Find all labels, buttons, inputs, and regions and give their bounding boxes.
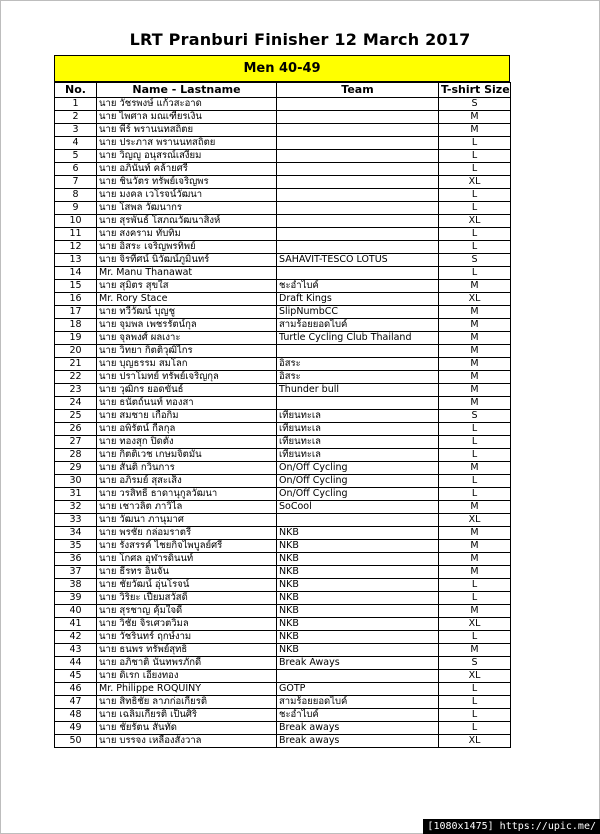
cell-no: 32 (55, 501, 97, 514)
cell-no: 17 (55, 306, 97, 319)
cell-name: นาย บุญธรรม สมโลก (97, 358, 277, 371)
cell-team: Turtle Cycling Club Thailand (277, 332, 439, 345)
cell-size: L (439, 696, 511, 709)
cell-no: 20 (55, 345, 97, 358)
cell-name: นาย อภินันท์ คล้ายศรี (97, 163, 277, 176)
document-title: LRT Pranburi Finisher 12 March 2017 (129, 30, 471, 49)
cell-team: NKB (277, 644, 439, 657)
column-header-size: T-shirt Size (439, 83, 511, 98)
cell-size: L (439, 475, 511, 488)
cell-name: นาย วิญญู อนุสรณ์เสงี่ยม (97, 150, 277, 163)
cell-name: นาย อพิรัตน์ กี่ลกุล (97, 423, 277, 436)
cell-name: นาย วรสิทธิ์ ธาดานุกูลวัฒนา (97, 488, 277, 501)
cell-no: 50 (55, 735, 97, 748)
cell-size: S (439, 657, 511, 670)
cell-size: M (439, 527, 511, 540)
table-row (55, 124, 511, 137)
cell-size: M (439, 605, 511, 618)
cell-team (277, 98, 439, 111)
cell-name: นาย ธนัตถ์นนท์ ทองสา (97, 397, 277, 410)
cell-size: L (439, 423, 511, 436)
cell-no: 16 (55, 293, 97, 306)
cell-team: เทียนทะเล (277, 423, 439, 436)
cell-team: NKB (277, 540, 439, 553)
image-size-watermark: [1080x1475] https://upic.me/ (423, 819, 600, 834)
cell-name: นาย จุลพงศ์ ผลเงาะ (97, 332, 277, 345)
finisher-table (54, 82, 511, 748)
table-row (55, 332, 511, 345)
cell-no: 13 (55, 254, 97, 267)
table-row (55, 462, 511, 475)
table-row (55, 228, 511, 241)
table-row (55, 150, 511, 163)
table-row (55, 514, 511, 527)
cell-name: นาย วัชรินทร์ ฤกษ์งาม (97, 631, 277, 644)
cell-name: นาย สุมิตร สุขใส (97, 280, 277, 293)
table-row (55, 163, 511, 176)
cell-name: นาย เฉลิมเกียรติ เป็นศิริ (97, 709, 277, 722)
table-row (55, 176, 511, 189)
cell-size: L (439, 189, 511, 202)
cell-team: SoCool (277, 501, 439, 514)
table-row (55, 137, 511, 150)
cell-team (277, 124, 439, 137)
table-row (55, 540, 511, 553)
cell-size: L (439, 150, 511, 163)
cell-team: อิสระ (277, 358, 439, 371)
table-row (55, 319, 511, 332)
cell-size: M (439, 384, 511, 397)
cell-size: XL (439, 215, 511, 228)
cell-size: M (439, 358, 511, 371)
cell-team: NKB (277, 553, 439, 566)
cell-team (277, 150, 439, 163)
cell-no: 2 (55, 111, 97, 124)
table-row (55, 423, 511, 436)
table-row (55, 644, 511, 657)
cell-team: NKB (277, 527, 439, 540)
cell-team (277, 670, 439, 683)
category-header: Men 40-49 (54, 55, 510, 82)
table-row (55, 267, 511, 280)
cell-name: Mr. Manu Thanawat (97, 267, 277, 280)
cell-team: Break aways (277, 735, 439, 748)
cell-name: นาย วุฒิกร ยอดขันธ์ (97, 384, 277, 397)
cell-team: สามร้อยยอดไบค์ (277, 319, 439, 332)
cell-size: S (439, 410, 511, 423)
table-row (55, 618, 511, 631)
cell-team: SAHAVIT-TESCO LOTUS (277, 254, 439, 267)
cell-team: On/Off Cycling (277, 462, 439, 475)
cell-size: M (439, 111, 511, 124)
column-header-no: No. (55, 83, 97, 98)
table-row (55, 436, 511, 449)
cell-team: เทียนทะเล (277, 436, 439, 449)
cell-name: นาย ประภาส พรานนทสถิตย (97, 137, 277, 150)
cell-no: 10 (55, 215, 97, 228)
cell-size: XL (439, 618, 511, 631)
cell-size: M (439, 540, 511, 553)
column-header-name: Name - Lastname (97, 83, 277, 98)
cell-team: NKB (277, 566, 439, 579)
cell-team (277, 189, 439, 202)
table-row (55, 189, 511, 202)
cell-no: 21 (55, 358, 97, 371)
cell-no: 14 (55, 267, 97, 280)
cell-no: 8 (55, 189, 97, 202)
cell-name: นาย ธีรทร อินจัน (97, 566, 277, 579)
cell-size: L (439, 163, 511, 176)
cell-no: 25 (55, 410, 97, 423)
table-row (55, 449, 511, 462)
cell-team (277, 176, 439, 189)
cell-name: นาย อิสระ เจริญพรทิพย์ (97, 241, 277, 254)
cell-name: นาย สุรชาญ คุ้มใจดี (97, 605, 277, 618)
cell-no: 41 (55, 618, 97, 631)
cell-name: นาย ธนพร ทรัพย์สุทธิ (97, 644, 277, 657)
cell-name: นาย ดิเรก เอี้ยงทอง (97, 670, 277, 683)
cell-no: 33 (55, 514, 97, 527)
cell-name: นาย วิทยา กิตติวุฒิไกร (97, 345, 277, 358)
cell-name: นาย อภิชาติ นันทพรภักดี (97, 657, 277, 670)
cell-no: 36 (55, 553, 97, 566)
cell-no: 43 (55, 644, 97, 657)
cell-no: 6 (55, 163, 97, 176)
cell-size: M (439, 345, 511, 358)
cell-no: 5 (55, 150, 97, 163)
table-row (55, 592, 511, 605)
column-header-team: Team (277, 83, 439, 98)
cell-no: 23 (55, 384, 97, 397)
cell-size: M (439, 280, 511, 293)
table-row (55, 202, 511, 215)
cell-name: นาย สิทธิชัย ลาภก่อเกียรติ (97, 696, 277, 709)
cell-name: นาย สมชาย เกื้อกิ้ม (97, 410, 277, 423)
cell-size: S (439, 98, 511, 111)
cell-team (277, 137, 439, 150)
cell-name: นาย บรรจง เหลืองสังวาล (97, 735, 277, 748)
cell-name: นาย ชินวัตร ทรัพย์เจริญพร (97, 176, 277, 189)
cell-team (277, 345, 439, 358)
table-row (55, 527, 511, 540)
cell-team: อิสระ (277, 371, 439, 384)
cell-team: สามร้อยยอดไบค์ (277, 696, 439, 709)
table-row (55, 709, 511, 722)
cell-team: Break Aways (277, 657, 439, 670)
cell-team (277, 202, 439, 215)
cell-size: L (439, 683, 511, 696)
cell-no: 45 (55, 670, 97, 683)
table-row (55, 631, 511, 644)
cell-no: 3 (55, 124, 97, 137)
cell-name: นาย จุมพล เพชรรัตน์กุล (97, 319, 277, 332)
cell-no: 9 (55, 202, 97, 215)
cell-name: นาย มงคล เวโรจน์วัฒนา (97, 189, 277, 202)
cell-size: L (439, 267, 511, 280)
cell-name: นาย วัชรพงษ์ แก้วสะอาด (97, 98, 277, 111)
cell-size: L (439, 488, 511, 501)
table-row (55, 657, 511, 670)
cell-no: 18 (55, 319, 97, 332)
table-row (55, 371, 511, 384)
cell-no: 19 (55, 332, 97, 345)
cell-team: NKB (277, 605, 439, 618)
cell-name: นาย รังสรรค์ ไชยกิจไพบูลย์ศรี (97, 540, 277, 553)
cell-no: 39 (55, 592, 97, 605)
cell-name: นาย ชัยวัฒน์ อุ่นโรจน์ (97, 579, 277, 592)
cell-size: M (439, 332, 511, 345)
cell-team: ชะอำไบค์ (277, 709, 439, 722)
cell-team: On/Off Cycling (277, 475, 439, 488)
cell-name: นาย พรชัย กล่อมราตรี (97, 527, 277, 540)
table-row (55, 345, 511, 358)
table-row (55, 410, 511, 423)
cell-team: NKB (277, 631, 439, 644)
cell-size: S (439, 254, 511, 267)
cell-name: นาย ชัยรัตน สันทัด (97, 722, 277, 735)
table-row (55, 579, 511, 592)
cell-size: L (439, 631, 511, 644)
cell-team: เทียนทะเล (277, 449, 439, 462)
cell-no: 31 (55, 488, 97, 501)
cell-no: 30 (55, 475, 97, 488)
cell-no: 1 (55, 98, 97, 111)
cell-team: On/Off Cycling (277, 488, 439, 501)
table-row (55, 553, 511, 566)
cell-size: L (439, 722, 511, 735)
cell-no: 44 (55, 657, 97, 670)
cell-size: XL (439, 293, 511, 306)
cell-no: 26 (55, 423, 97, 436)
cell-team: GOTP (277, 683, 439, 696)
cell-team: Thunder bull (277, 384, 439, 397)
cell-team (277, 241, 439, 254)
cell-size: L (439, 579, 511, 592)
cell-team: NKB (277, 592, 439, 605)
cell-no: 28 (55, 449, 97, 462)
cell-name: นาย วิชัย จิรเศวตวิมล (97, 618, 277, 631)
cell-size: L (439, 137, 511, 150)
cell-team: SlipNumbCC (277, 306, 439, 319)
cell-team: เทียนทะเล (277, 410, 439, 423)
table-row (55, 488, 511, 501)
cell-size: M (439, 566, 511, 579)
table-row (55, 722, 511, 735)
cell-size: M (439, 124, 511, 137)
cell-team (277, 215, 439, 228)
cell-no: 35 (55, 540, 97, 553)
cell-no: 37 (55, 566, 97, 579)
table-row (55, 306, 511, 319)
cell-team: Break aways (277, 722, 439, 735)
cell-team: NKB (277, 618, 439, 631)
cell-size: XL (439, 670, 511, 683)
cell-no: 11 (55, 228, 97, 241)
cell-name: นาย วิริยะ เปี่ยมสวัสดิ์ (97, 592, 277, 605)
cell-name: นาย จิรทีศน์ นิวัฒน์ภูมินทร์ (97, 254, 277, 267)
cell-name: นาย กิตติเวช เกษมจิตมั่น (97, 449, 277, 462)
cell-no: 38 (55, 579, 97, 592)
cell-team: NKB (277, 579, 439, 592)
cell-size: L (439, 449, 511, 462)
cell-name: นาย ปราโมทย์ ทรัพย์เจริญกุล (97, 371, 277, 384)
cell-name: นาย สงคราม ทับทิม (97, 228, 277, 241)
cell-no: 22 (55, 371, 97, 384)
cell-no: 12 (55, 241, 97, 254)
table-row (55, 670, 511, 683)
cell-team (277, 397, 439, 410)
cell-no: 47 (55, 696, 97, 709)
table-row (55, 735, 511, 748)
table-row (55, 501, 511, 514)
cell-size: L (439, 592, 511, 605)
cell-team (277, 228, 439, 241)
cell-name: นาย พีร์ พรานนทสถิตย (97, 124, 277, 137)
cell-team: ชะอำไบค์ (277, 280, 439, 293)
cell-size: M (439, 462, 511, 475)
cell-size: L (439, 202, 511, 215)
cell-name: นาย โสพล วัฒนากร (97, 202, 277, 215)
cell-size: M (439, 397, 511, 410)
cell-name: Mr. Rory Stace (97, 293, 277, 306)
cell-size: XL (439, 176, 511, 189)
cell-name: นาย วัฒนา ภานุมาศ (97, 514, 277, 527)
cell-size: M (439, 319, 511, 332)
cell-name: นาย ไพศาล มณเฑียรเงิน (97, 111, 277, 124)
cell-no: 42 (55, 631, 97, 644)
table-row (55, 683, 511, 696)
cell-name: นาย ทวีวัฒน์ บุญชู (97, 306, 277, 319)
cell-name: นาย สันติ กวินการ (97, 462, 277, 475)
cell-name: นาย ทองสุก ปิดตั้ง (97, 436, 277, 449)
table-row (55, 566, 511, 579)
cell-name: นาย เชาวลิต ภาวิไล (97, 501, 277, 514)
table-row (55, 254, 511, 267)
cell-team (277, 111, 439, 124)
table-row (55, 98, 511, 111)
table-row (55, 280, 511, 293)
cell-no: 24 (55, 397, 97, 410)
cell-size: XL (439, 735, 511, 748)
table-row (55, 293, 511, 306)
cell-size: M (439, 306, 511, 319)
cell-team (277, 514, 439, 527)
cell-no: 40 (55, 605, 97, 618)
table-row (55, 358, 511, 371)
table-row (55, 215, 511, 228)
table-row (55, 111, 511, 124)
cell-no: 46 (55, 683, 97, 696)
table-row (55, 241, 511, 254)
cell-no: 15 (55, 280, 97, 293)
table-row (55, 696, 511, 709)
cell-no: 34 (55, 527, 97, 540)
cell-size: L (439, 436, 511, 449)
cell-no: 29 (55, 462, 97, 475)
cell-team (277, 163, 439, 176)
cell-size: M (439, 553, 511, 566)
cell-no: 7 (55, 176, 97, 189)
cell-size: L (439, 228, 511, 241)
cell-size: M (439, 371, 511, 384)
cell-name: นาย สุรพันธ์ โสภณวัฒนาสิงห์ (97, 215, 277, 228)
cell-size: M (439, 644, 511, 657)
cell-size: M (439, 501, 511, 514)
cell-size: XL (439, 514, 511, 527)
cell-team (277, 267, 439, 280)
cell-size: L (439, 709, 511, 722)
cell-size: L (439, 241, 511, 254)
table-row (55, 475, 511, 488)
cell-name: Mr. Philippe ROQUINY (97, 683, 277, 696)
cell-name: นาย อภิรมย์ สุสะเส็ง (97, 475, 277, 488)
table-row (55, 384, 511, 397)
cell-no: 4 (55, 137, 97, 150)
table-header-row (55, 83, 511, 98)
cell-name: นาย โกศล อุฬารดินนท์ (97, 553, 277, 566)
table-row (55, 397, 511, 410)
table-row (55, 605, 511, 618)
cell-no: 49 (55, 722, 97, 735)
cell-no: 27 (55, 436, 97, 449)
cell-no: 48 (55, 709, 97, 722)
cell-team: Draft Kings (277, 293, 439, 306)
